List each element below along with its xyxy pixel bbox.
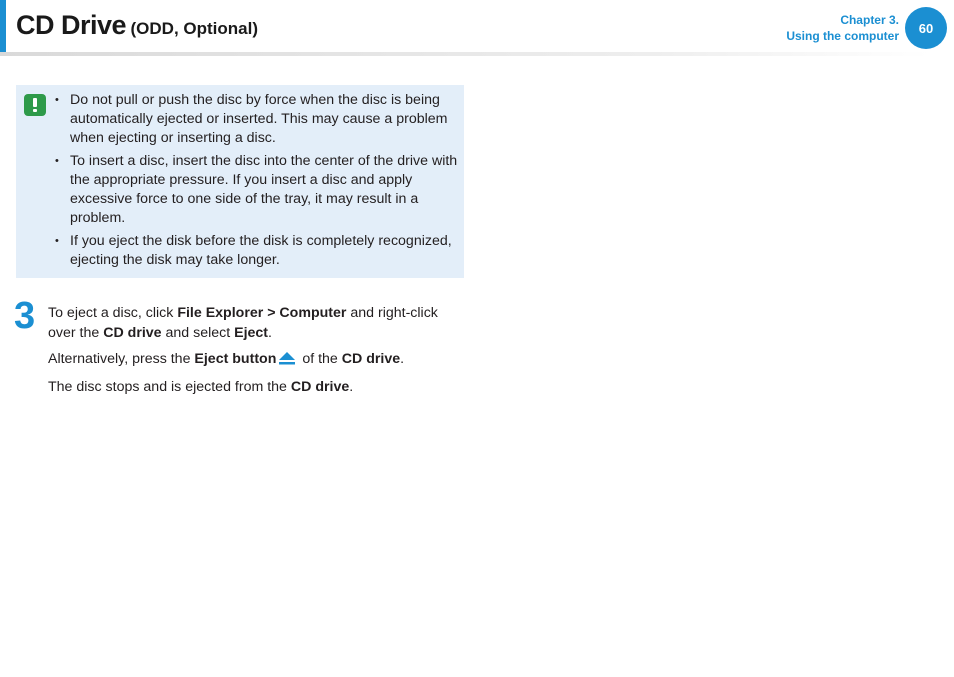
caution-list xyxy=(52,91,460,274)
page-title-main: CD Drive xyxy=(16,10,127,40)
eject-icon xyxy=(278,351,296,371)
chapter-label xyxy=(786,12,899,44)
caution-box xyxy=(16,85,464,278)
page-title xyxy=(16,10,258,41)
caution-icon xyxy=(24,94,46,116)
step-alternative: Alternatively, press the Eject button of the CD drive. xyxy=(48,349,466,371)
header-divider xyxy=(0,52,930,56)
page-title-sub: (ODD, Optional) xyxy=(130,19,258,38)
chapter-section: Using the computer xyxy=(786,29,899,43)
step-body xyxy=(48,303,466,403)
chapter-number: Chapter 3. xyxy=(840,13,899,27)
caution-item: • Do not pull or push the disc by force when the disc is being automatically ejected or inserted. This may cause a problem when ejecting or inserting a disc. xyxy=(52,91,460,148)
step-instruction: To eject a disc, click File Explorer > Computer and right-click over the CD drive and select Eject. xyxy=(48,305,438,341)
caution-item: • If you eject the disk before the disk is completely recognized, ejecting the disk may take longer. xyxy=(52,232,460,270)
step-result: The disc stops and is ejected from the CD drive. xyxy=(48,379,354,395)
header-accent-bar xyxy=(0,0,6,52)
page-number-badge: 60 xyxy=(905,7,947,49)
step-number: 3 xyxy=(14,295,36,337)
caution-item: • To insert a disc, insert the disc into the center of the drive with the appropriate pressure. If you insert a disc and apply excessive force to one side of the tray, it may result in a problem. xyxy=(52,152,460,228)
